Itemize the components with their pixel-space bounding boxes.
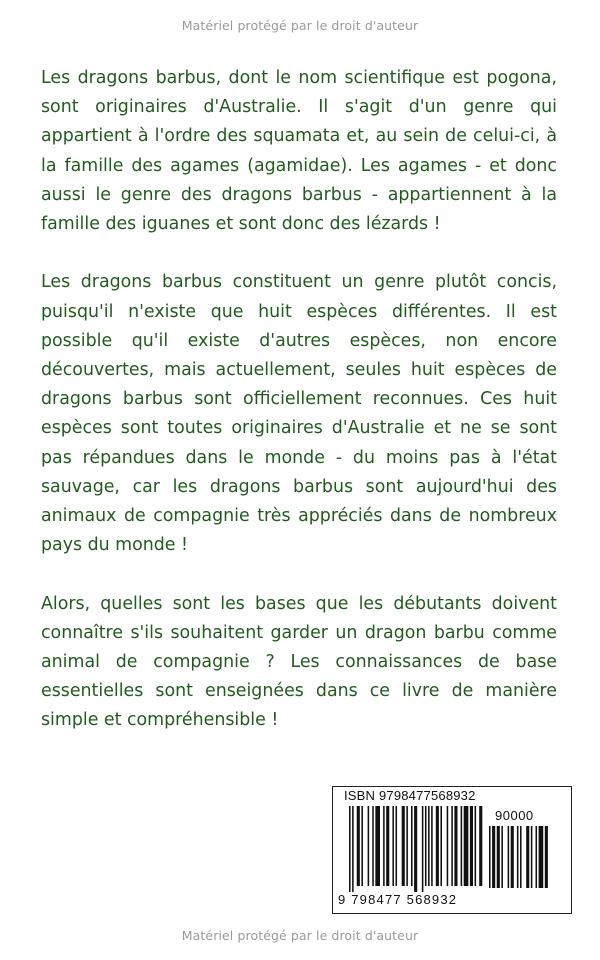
barcode-bar — [402, 806, 405, 886]
barcode-bar — [414, 806, 417, 892]
barcode-bar — [520, 826, 522, 888]
barcode-bar — [383, 806, 385, 886]
barcode-bar — [428, 806, 430, 886]
paragraph-1: Les dragons barbus, dont le nom scientifique est pogona, sont originaires d'Australie. Il s'agit d'un genre qui appartient à l'ordre des squamata et, au sein de celui-ci, à la famille des agames (agamidae). Les agames - et donc aussi le genre des dragons barbus - appartiennent à la famille des iguanes et sont donc des lézards ! — [41, 68, 557, 235]
barcode-bar — [372, 806, 374, 886]
barcode-bar — [447, 806, 449, 886]
barcode-bar — [375, 806, 380, 886]
barcode-bar — [475, 806, 477, 886]
price-code: 90000 — [495, 808, 534, 823]
copyright-watermark-top: Matériel protégé par le droit d'auteur — [181, 18, 419, 33]
paragraph-2: Les dragons barbus constituent un genre plutôt concis, puisqu'il n'existe que huit espèces différentes. Il est possible qu'il existe d'autres espèces, non encore découvertes, mais actuellement, seules huit espèces de dragons barbus sont officiellement reconnues. Ces huit espèces sont toutes originaires d'Australie et ne se sont pas répandues dans le monde - du moins pas à l'état sauvage, car les dragons barbus sont aujourd'hui des animaux de compagnie très appréciés dans de nombreux pays du monde ! — [41, 272, 557, 556]
isbn-barcode — [332, 786, 572, 914]
barcode-bar — [501, 826, 503, 888]
barcode-bar — [436, 806, 439, 886]
barcode-bar — [489, 826, 491, 888]
barcode-bar — [531, 826, 533, 888]
barcode-bar — [479, 806, 482, 886]
barcode-bar — [511, 826, 514, 888]
barcode-bar — [526, 826, 529, 888]
barcode-bar — [396, 806, 398, 886]
paragraph-3: Alors, quelles sont les bases que les débutants doivent connaître s'ils souhaitent garder un dragon barbu comme animal de compagnie ? Les connaissances de base essentielles sont enseignées dans ce livre de manière simple et compréhensible ! — [41, 593, 557, 731]
barcode-bar — [440, 806, 442, 886]
barcode-addon-bars — [489, 826, 551, 894]
barcode-bar — [406, 806, 408, 886]
barcode-bar — [464, 806, 469, 886]
isbn-digits: 9 798477 568932 — [338, 892, 458, 907]
back-cover-text — [41, 64, 557, 765]
barcode-bar — [425, 806, 427, 886]
barcode-bar — [361, 806, 363, 886]
barcode-bar — [470, 806, 473, 886]
barcode-bar — [451, 806, 453, 886]
barcode-bar — [352, 806, 354, 892]
copyright-watermark-bottom: Matériel protégé par le droit d'auteur — [181, 928, 419, 943]
barcode-bar — [411, 806, 413, 886]
barcode-bar — [368, 806, 370, 886]
barcode-bar — [454, 806, 457, 886]
barcode-bar — [497, 826, 500, 888]
isbn-label: ISBN 9798477568932 — [344, 788, 476, 803]
barcode-bar — [517, 826, 519, 888]
barcode-bar — [431, 806, 433, 886]
barcode-bar — [422, 806, 424, 892]
barcode-bar — [392, 806, 394, 886]
barcode-bar — [508, 826, 510, 888]
barcode-bar — [461, 806, 463, 886]
barcode-bar — [492, 826, 495, 888]
barcode-bar — [536, 826, 538, 888]
barcode-bar — [349, 806, 351, 892]
barcode-bar — [539, 826, 544, 888]
barcode-bar — [357, 806, 360, 886]
barcode-bar — [386, 806, 389, 886]
barcode-bar — [545, 826, 548, 888]
barcode-bars — [349, 806, 483, 894]
